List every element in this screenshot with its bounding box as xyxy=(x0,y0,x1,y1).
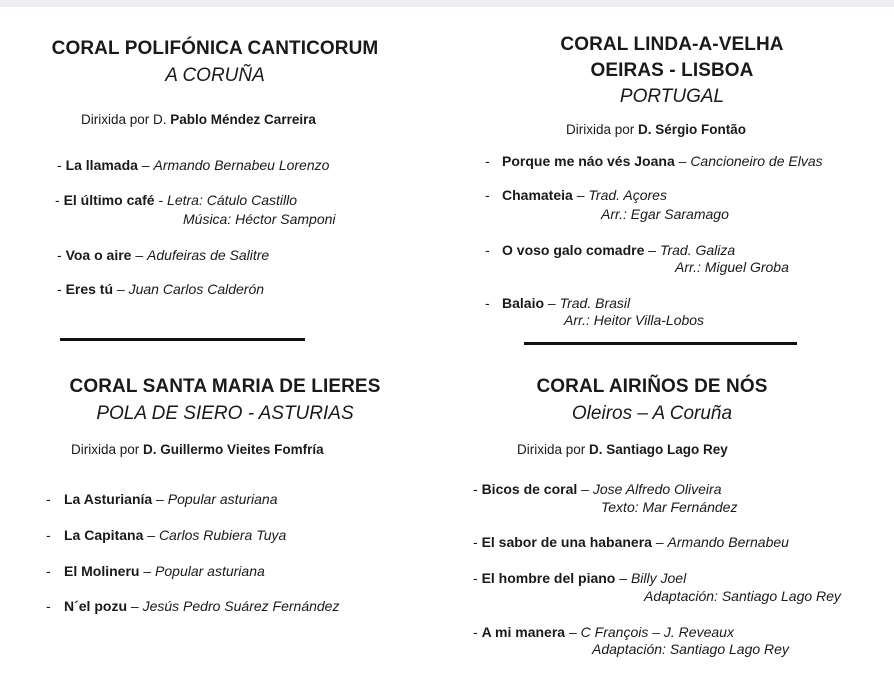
director-line xyxy=(71,442,324,457)
director-prefix: Dirixida por xyxy=(517,442,586,457)
piece-credit: Trad. Açores xyxy=(588,187,667,203)
piece-item xyxy=(473,534,789,550)
director-name: D. Guillermo Vieites Fomfría xyxy=(143,442,324,457)
piece-title: El último café xyxy=(63,192,155,208)
section-subtitle: PORTUGAL xyxy=(619,86,725,107)
piece-credit-extra: Arr.: Heitor Villa-Lobos xyxy=(564,312,705,328)
piece-title: Voa o aire xyxy=(65,247,132,263)
piece-item xyxy=(485,242,735,258)
piece-credit: Jose Alfredo Oliveira xyxy=(592,481,722,497)
piece-credit: Juan Carlos Calderón xyxy=(128,281,265,297)
piece-credit-extra: Arr.: Egar Saramago xyxy=(601,206,729,222)
piece-item xyxy=(55,192,297,208)
piece-title: El Molineru xyxy=(64,563,140,579)
list-dash: - xyxy=(46,527,51,543)
piece-item xyxy=(473,624,734,640)
list-dash: - xyxy=(46,563,51,579)
section-divider xyxy=(524,342,797,345)
piece-item xyxy=(46,527,286,543)
piece-credit: Jesús Pedro Suárez Fernández xyxy=(142,598,340,614)
piece-item xyxy=(57,281,264,297)
list-dash: - xyxy=(485,153,490,169)
separator: – xyxy=(139,563,156,579)
list-dash: - xyxy=(55,192,64,208)
separator: – xyxy=(143,527,159,543)
separator: – xyxy=(615,570,631,586)
piece-title: Eres tú xyxy=(65,281,114,297)
top-edge-bar xyxy=(0,0,894,7)
section-subtitle: POLA DE SIERO - ASTURIAS xyxy=(96,403,354,424)
list-dash: - xyxy=(473,534,482,550)
director-line xyxy=(517,442,728,457)
section-title: CORAL SANTA MARIA DE LIERES xyxy=(69,376,381,397)
director-prefix: Dirixida por D. xyxy=(81,112,167,127)
piece-title: El hombre del piano xyxy=(481,570,616,586)
list-dash: - xyxy=(473,481,482,497)
separator: – xyxy=(113,281,129,297)
separator: – xyxy=(137,157,154,173)
separator: – xyxy=(565,624,581,640)
section-title-line2: OEIRAS - LISBOA xyxy=(590,60,754,81)
piece-credit: Carlos Rubiera Tuya xyxy=(158,527,287,543)
piece-title: Chamateia xyxy=(502,187,573,203)
piece-credit: Trad. Brasil xyxy=(559,295,631,311)
piece-credit: Cancioneiro de Elvas xyxy=(690,153,823,169)
piece-item xyxy=(57,157,329,173)
piece-credit: Popular asturiana xyxy=(167,491,278,507)
piece-item xyxy=(473,570,686,586)
piece-title: El sabor de una habanera xyxy=(481,534,652,550)
piece-title: Balaio xyxy=(502,295,545,311)
piece-title: O voso galo comadre xyxy=(502,242,645,258)
piece-title: A mi manera xyxy=(481,624,566,640)
piece-credit: C François – J. Reveaux xyxy=(580,624,734,640)
piece-item xyxy=(46,598,339,614)
director-prefix: Dirixida por xyxy=(566,122,635,137)
separator: – xyxy=(644,242,660,258)
piece-title: La Capitana xyxy=(64,527,144,543)
piece-item xyxy=(46,563,265,579)
director-name: Pablo Méndez Carreira xyxy=(170,112,316,127)
piece-item xyxy=(46,491,278,507)
piece-title: La Asturianía xyxy=(64,491,153,507)
separator: - xyxy=(154,192,168,208)
list-dash: - xyxy=(57,281,66,297)
separator: – xyxy=(131,247,148,263)
piece-credit-extra: Texto: Mar Fernández xyxy=(601,499,738,515)
piece-item xyxy=(485,153,823,169)
piece-credit-extra: Arr.: Miguel Groba xyxy=(675,259,789,275)
piece-title: Porque me náo vés Joana xyxy=(502,153,675,169)
director-line xyxy=(81,112,316,127)
section-divider xyxy=(60,338,305,341)
section-subtitle: Oleiros – A Coruña xyxy=(571,403,733,424)
list-dash: - xyxy=(57,247,66,263)
piece-title: Bicos de coral xyxy=(481,481,578,497)
piece-credit: Armando Bernabeu Lorenzo xyxy=(153,157,330,173)
separator: – xyxy=(152,491,168,507)
piece-credit: Popular asturiana xyxy=(155,563,265,579)
separator: – xyxy=(544,295,560,311)
piece-item xyxy=(485,187,667,203)
section-title: CORAL AIRIÑOS DE NÓS xyxy=(536,376,768,397)
piece-credit: Letra: Cátulo Castillo xyxy=(167,192,297,208)
piece-title: La llamada xyxy=(65,157,138,173)
director-prefix: Dirixida por xyxy=(71,442,140,457)
separator: – xyxy=(577,481,593,497)
section-title: CORAL POLIFÓNICA CANTICORUM xyxy=(51,38,379,59)
list-dash: - xyxy=(46,491,51,507)
list-dash: - xyxy=(485,187,490,203)
list-dash: - xyxy=(57,157,66,173)
list-dash: - xyxy=(473,624,482,640)
list-dash: - xyxy=(485,295,490,311)
piece-credit-extra: Adaptación: Santiago Lago Rey xyxy=(592,641,789,657)
list-dash: - xyxy=(46,598,51,614)
separator: – xyxy=(127,598,143,614)
piece-credit: Adufeiras de Salitre xyxy=(147,247,270,263)
section-subtitle: A CORUÑA xyxy=(165,65,265,86)
director-line xyxy=(566,122,746,137)
piece-credit: Armando Bernabeu xyxy=(667,534,789,550)
separator: – xyxy=(674,153,691,169)
list-dash: - xyxy=(473,570,482,586)
piece-credit: Trad. Galiza xyxy=(659,242,736,258)
separator: – xyxy=(651,534,668,550)
list-dash: - xyxy=(485,242,490,258)
piece-credit: Billy Joel xyxy=(630,570,687,586)
piece-credit-extra: Adaptación: Santiago Lago Rey xyxy=(644,588,841,604)
director-name: D. Santiago Lago Rey xyxy=(589,442,728,457)
piece-item xyxy=(473,481,722,497)
piece-credit-extra: Música: Héctor Samponi xyxy=(183,211,336,227)
director-name: D. Sérgio Fontão xyxy=(638,122,747,137)
separator: – xyxy=(572,187,589,203)
piece-item xyxy=(485,295,630,311)
section-title: CORAL LINDA-A-VELHA xyxy=(560,34,784,55)
piece-item xyxy=(57,247,269,263)
piece-title: N´el pozu xyxy=(64,598,127,614)
